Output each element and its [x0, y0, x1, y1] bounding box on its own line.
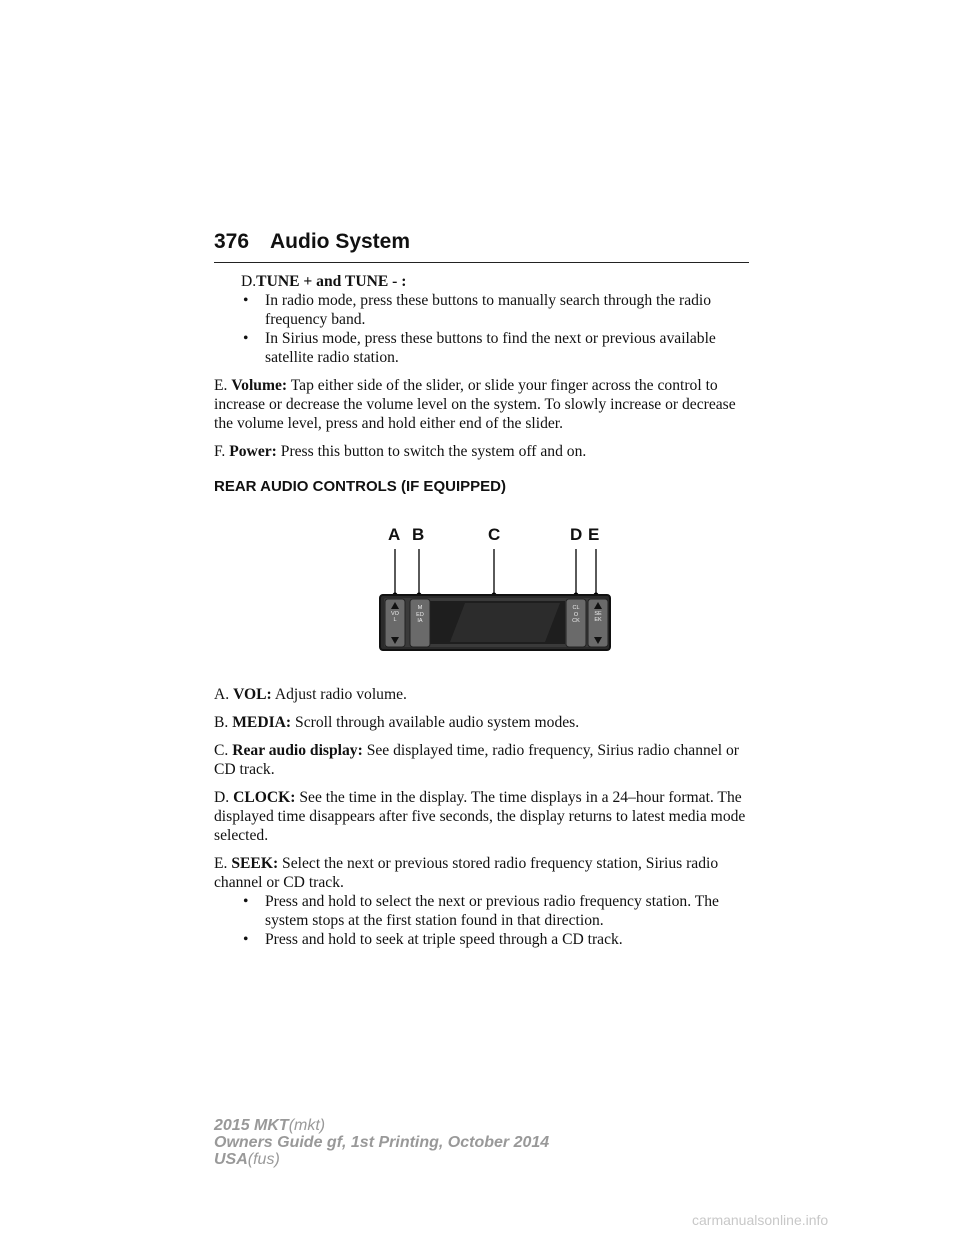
- controls-illustration: [370, 525, 620, 655]
- page-footer: [214, 1117, 549, 1168]
- media-button-label: MEDIA: [416, 605, 424, 624]
- item-f-power: F. Power: Press this button to switch the system off and on.: [214, 443, 587, 460]
- list-item: • Press and hold to select the next or previous radio frequency station. The system stops at the first station found in that direction.: [241, 892, 756, 930]
- section-heading: REAR AUDIO CONTROLS (IF EQUIPPED): [214, 478, 506, 495]
- clock-button-label: CLOCK: [572, 605, 580, 624]
- rear-controls-descriptions: [214, 685, 756, 958]
- callout-a: A: [388, 525, 401, 544]
- footer-line-1: 2015 MKT(mkt): [214, 1117, 326, 1134]
- footer-line-3: USA(fus): [214, 1151, 280, 1168]
- list-item: • Press and hold to seek at triple speed through a CD track.: [241, 930, 756, 949]
- callout-d: D: [570, 525, 583, 544]
- page-title: Audio System: [270, 230, 411, 253]
- item-e-volume: E. Volume: Tap either side of the slider, or slide your finger across the control to increase or decrease the volume level on the system. To slowly increase or decrease the volume level, press and hold either end of the slider.: [214, 377, 736, 432]
- leader-lines: [395, 549, 596, 595]
- vol-button-label: VOL: [391, 611, 399, 623]
- item-c-display: C. Rear audio display: See displayed time, radio frequency, Sirius radio channel or CD track.: [214, 742, 739, 778]
- callout-b: B: [412, 525, 425, 544]
- page-content: [214, 272, 756, 496]
- seek-button-label: SEEK: [594, 611, 602, 623]
- footer-line-2: Owners Guide gf, 1st Printing, October 2014: [214, 1134, 550, 1151]
- item-b-media: B. MEDIA: Scroll through available audio system modes.: [214, 714, 580, 731]
- page-number: 376: [214, 230, 250, 253]
- seek-bullet-list: [241, 892, 756, 949]
- list-item: • In Sirius mode, press these buttons to find the next or previous available satellite radio station.: [241, 329, 756, 367]
- item-d-clock: D. CLOCK: See the time in the display. The time displays in a 24–hour format. The displayed time disappears after five seconds, the display returns to latest media mode selected.: [214, 789, 746, 844]
- item-d-tune: D.TUNE + and TUNE - :: [241, 273, 407, 290]
- item-a-vol: A. VOL: Adjust radio volume.: [214, 686, 407, 703]
- tune-bullet-list: [241, 291, 756, 367]
- rear-audio-controls-figure: [370, 525, 620, 655]
- callout-e: E: [588, 525, 600, 544]
- item-e-seek: E. SEEK: Select the next or previous stored radio frequency station, Sirius radio channel or CD track.: [214, 855, 719, 891]
- callout-c: C: [488, 525, 501, 544]
- list-item: • In radio mode, press these buttons to manually search through the radio frequency band.: [241, 291, 756, 329]
- watermark: carmanualsonline.info: [692, 1212, 829, 1228]
- page-header: [214, 230, 749, 263]
